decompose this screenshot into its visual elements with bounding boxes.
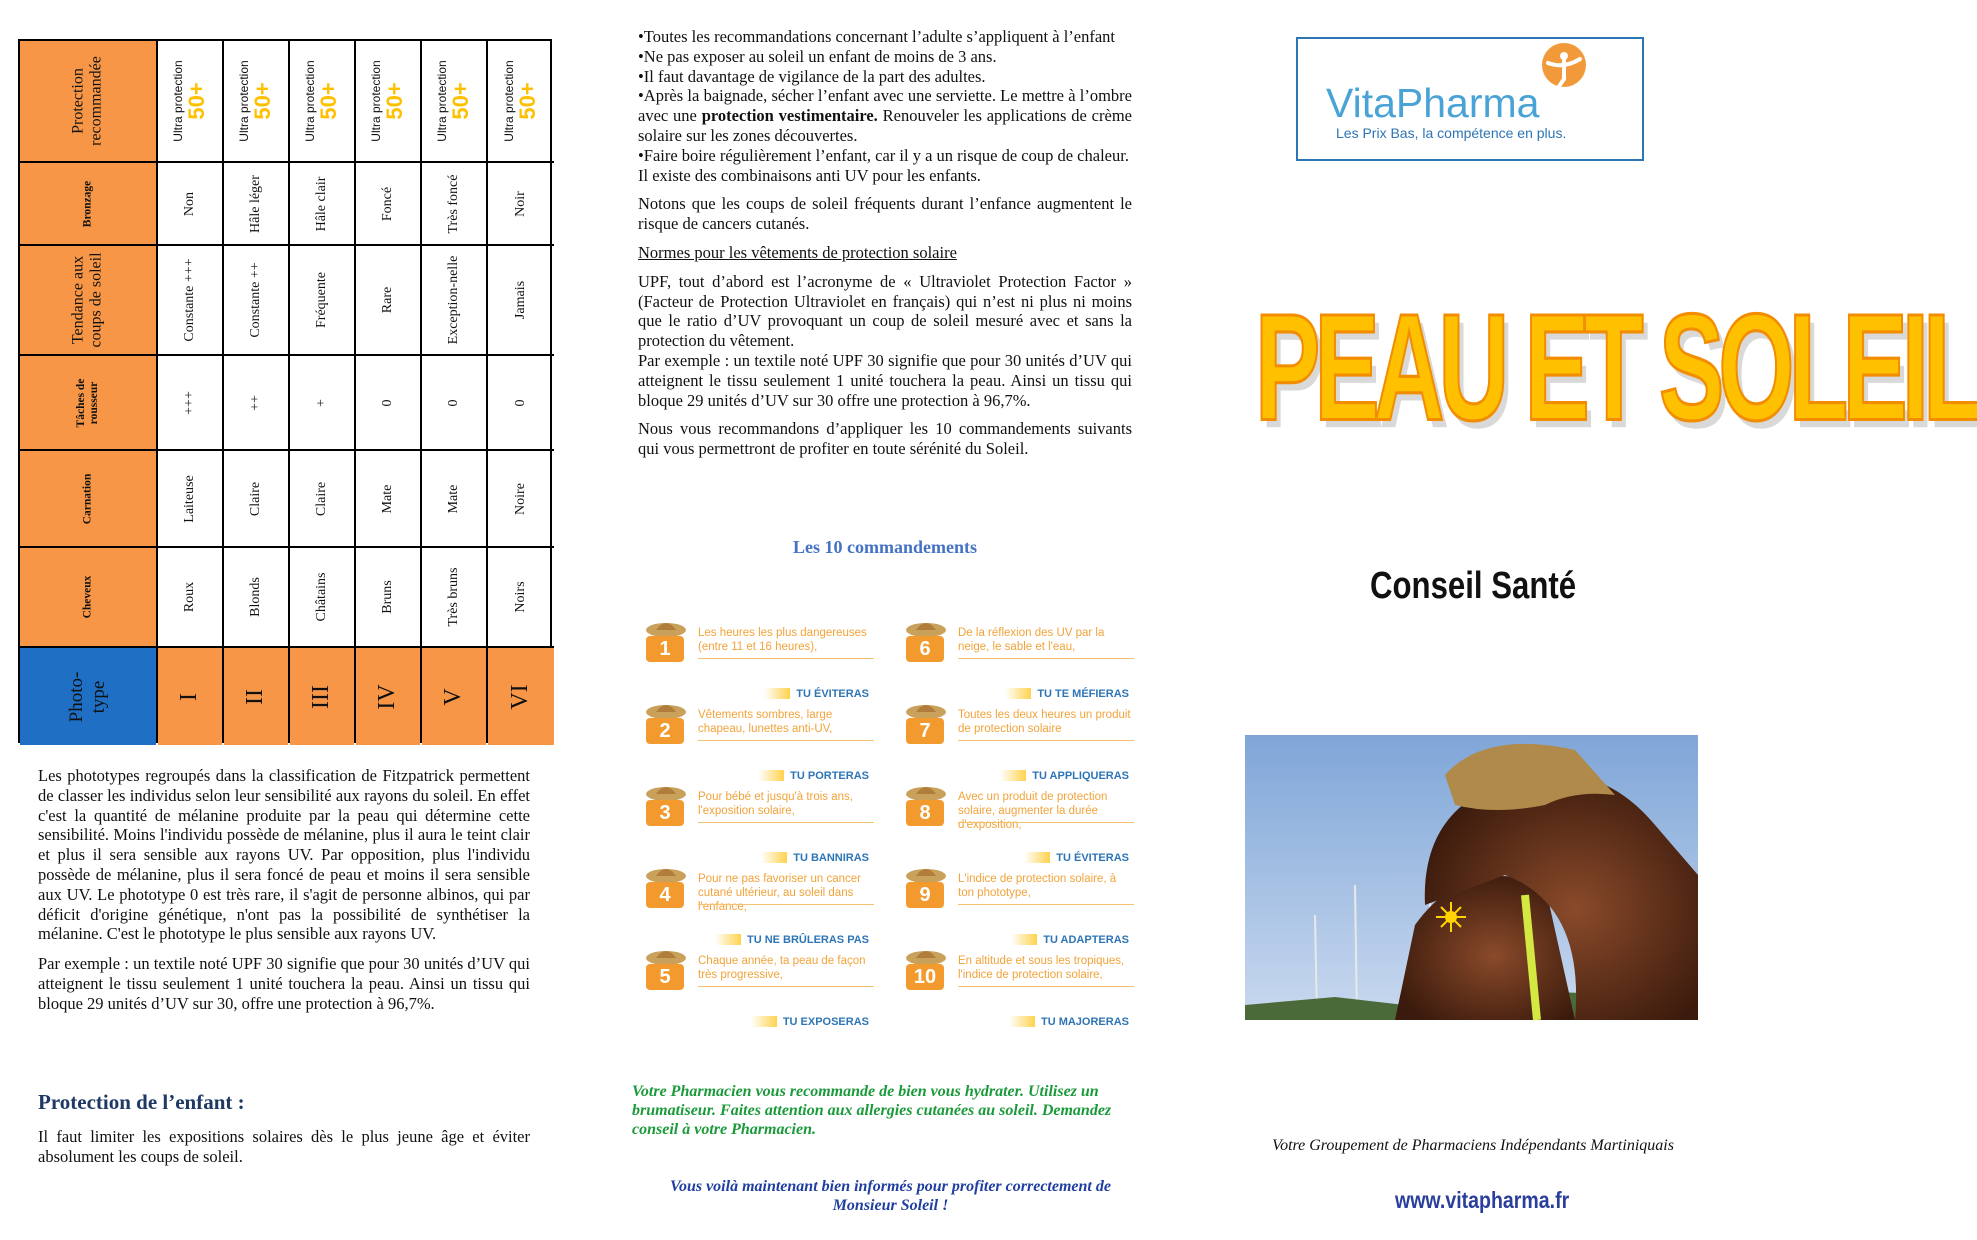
cell-value: ++ [247, 394, 263, 411]
table-column-phototype-I [158, 41, 224, 741]
header-label: Cheveux [81, 575, 94, 619]
header-label: Tâches de rousseur [74, 378, 100, 427]
upf-paragraph: UPF, tout d’abord est l’acronyme de « Ultraviolet Protection Factor » (Facteur de Protection Ultraviolet en français) qui n’est ni plus ni moins que le ratio d’UV provoquant un coup de soleil mesuré avec et sans la protection du vêtement. [638, 271, 1132, 351]
table-cell-cheveux [290, 548, 354, 648]
header-label: Tendance aux coups de soleil [69, 252, 105, 348]
commandment-verb: TU NE BRÛLERAS PAS [746, 934, 869, 946]
table-column-phototype-VI [488, 41, 554, 741]
table-header-protection [20, 41, 156, 163]
website-link[interactable]: www.vitapharma.fr [1395, 1187, 1570, 1213]
commandment-number: 3 [659, 802, 671, 824]
table-cell-bronzage [422, 163, 486, 246]
table-header-column [20, 41, 158, 741]
commandment-number: 5 [659, 966, 671, 988]
commandment-text: Vêtements sombres, large chapeau, lunettes anti-UV, [698, 709, 833, 735]
normes-title: Normes pour les vêtements de protection solaire [638, 242, 957, 262]
table-column-phototype-V [422, 41, 488, 741]
subtitle: Conseil Santé [1370, 565, 1577, 607]
protection-value: Ultra protection 50+ [303, 60, 341, 142]
commandment-verb: TU BANNIRAS [793, 852, 869, 864]
upf-example: Par exemple : un textile noté UPF 30 signifie que pour 30 unités d’UV qui atteignent le tissu seulement 1 unité touchera la peau. Ainsi un tissu qui bloque 29 unités d’UV sur 30 offre une protection à 96,7%. [638, 350, 1132, 410]
bullet-item: •Il faut davantage de vigilance de la part des adultes. [638, 66, 986, 86]
commandment-verb: TU EXPOSERAS [782, 1016, 869, 1028]
table-cell-carnation [290, 451, 354, 548]
table-cell-phototype [422, 648, 486, 745]
logo-name: VitaPharma [1326, 80, 1540, 126]
bullet-item: •Faire boire régulièrement l’enfant, car il y a un risque de coup de chaleur. [638, 145, 1129, 165]
table-cell-cheveux [488, 548, 554, 648]
beach-photo-illustration [1245, 735, 1698, 1020]
table-cell-protection [158, 41, 222, 163]
table-cell-cheveux [158, 548, 222, 648]
table-cell-bronzage [488, 163, 554, 246]
table-column-phototype-III [290, 41, 356, 741]
commandment-number: 6 [919, 638, 931, 660]
cell-value: 0 [512, 399, 528, 406]
table-cell-phototype [356, 648, 420, 745]
cell-value: Hâle clair [313, 176, 329, 231]
commandment-item [640, 616, 875, 702]
cell-value: Mate [445, 484, 461, 513]
commandment-item [640, 944, 875, 1030]
commandment-verb: TU PORTERAS [790, 770, 869, 782]
commandment-item [640, 698, 875, 784]
commandment-text: L'indice de protection solaire, à ton phototype, [958, 873, 1117, 899]
cell-value: Laiteuse [181, 474, 197, 523]
cell-value: Non [181, 191, 197, 216]
table-cell-protection [422, 41, 486, 163]
commandment-text: Les heures les plus dangereuses (entre 11 et 16 heures), [698, 627, 867, 653]
recommend-paragraph: Nous vous recommandons d’appliquer les 10 commandements suivants qui vous permettront de profiter en toute sérénité du Soleil. [638, 419, 1132, 459]
cell-value: Foncé [379, 186, 395, 221]
protection-value: Ultra protection 50+ [435, 60, 473, 142]
table-cell-bronzage [356, 163, 420, 246]
table-cell-tendance [290, 246, 354, 356]
commandment-text: Pour bébé et jusqu'à trois ans, l'exposition solaire, [698, 791, 853, 817]
table-cell-tendance [224, 246, 288, 356]
commandment-verb: TU TE MÉFIERAS [1037, 688, 1129, 700]
cell-value: Bruns [379, 580, 395, 614]
table-cell-tendance [158, 246, 222, 356]
logo-tagline: Les Prix Bas, la compétence en plus. [1336, 125, 1567, 141]
table-cell-taches [422, 356, 486, 451]
cell-value: Mate [379, 484, 395, 513]
table-cell-tendance [488, 246, 554, 356]
cell-value: Jamais [512, 280, 528, 320]
commandments-title: Les 10 commandements [793, 537, 977, 557]
table-cell-phototype [158, 648, 222, 745]
child-protection-text: Il faut limiter les expositions solaires dès le plus jeune âge et éviter absolument les coups de soleil. [38, 1127, 530, 1166]
protection-value: Ultra protection 50+ [237, 60, 275, 142]
table-cell-bronzage [290, 163, 354, 246]
table-header-carnation [20, 451, 156, 548]
header-label: Protection recommandée [69, 56, 105, 146]
closing-message: Vous voilà maintenant bien informés pour profiter correctement de Monsieur Soleil ! [670, 1178, 1111, 1214]
table-cell-bronzage [224, 163, 288, 246]
table-cell-carnation [158, 451, 222, 548]
table-header-bronzage [20, 163, 156, 246]
cell-value: Très bruns [445, 567, 461, 627]
bullet-item: •Toutes les recommandations concernant l’adulte s’appliquent à l’enfant [638, 27, 1115, 46]
phototype-explanation [38, 766, 530, 1024]
cell-value: Rare [379, 286, 395, 314]
table-cell-protection [488, 41, 554, 163]
table-cell-cheveux [422, 548, 486, 648]
table-cell-tendance [422, 246, 486, 356]
header-label: Photo-type [66, 671, 109, 722]
table-cell-protection [224, 41, 288, 163]
commandment-item [900, 698, 1135, 784]
commandment-number: 4 [659, 884, 671, 906]
table-cell-taches [290, 356, 354, 451]
phototype-numeral: IV [374, 683, 401, 710]
cell-value: Hâle léger [247, 174, 263, 233]
table-cell-taches [488, 356, 554, 451]
table-cell-protection [290, 41, 354, 163]
cell-value: Noir [512, 190, 528, 217]
cell-value: Blonds [247, 577, 263, 617]
cell-value: Claire [247, 481, 263, 516]
protection-value: Ultra protection 50+ [369, 60, 407, 142]
commandment-number: 7 [919, 720, 931, 742]
beach-photo [1245, 735, 1698, 1020]
table-header-taches [20, 356, 156, 451]
cell-value: + [313, 398, 329, 407]
table-cell-carnation [422, 451, 486, 548]
commandment-item [640, 780, 875, 866]
table-cell-taches [158, 356, 222, 451]
phototype-numeral: III [308, 684, 335, 709]
table-cell-cheveux [224, 548, 288, 648]
commandment-item [900, 616, 1135, 702]
commandment-number: 2 [659, 720, 671, 742]
commandment-item [900, 944, 1135, 1030]
commandment-text: Pour ne pas favoriser un cancer cutané ultérieur, au soleil dans l'enfance, [698, 873, 862, 913]
phototype-numeral: II [242, 688, 269, 705]
cell-value: Noire [512, 482, 528, 515]
table-cell-carnation [488, 451, 554, 548]
notons-paragraph: Notons que les coups de soleil fréquents durant l’enfance augmentent le risque de cancers cutanés. [638, 194, 1132, 234]
cell-value: Exception-nelle [445, 255, 461, 345]
upf-example-paragraph: Par exemple : un textile noté UPF 30 signifie que pour 30 unités d’UV qui atteignent le tissu seulement 1 unité touchera la peau. Ainsi un tissu qui bloque 29 unités d’UV sur 30, offre une protection à 96,7%. [38, 954, 530, 1013]
commandment-item [900, 780, 1135, 866]
table-cell-phototype [290, 648, 354, 745]
commandment-text: Chaque année, ta peau de façon très progressive, [698, 955, 866, 981]
table-cell-carnation [356, 451, 420, 548]
cell-value: Constante +++ [181, 258, 197, 342]
commandments-grid [640, 616, 1135, 1076]
commandment-verb: TU APPLIQUERAS [1032, 770, 1129, 782]
child-protection-title: Protection de l’enfant : [38, 1090, 245, 1114]
header-label: Bronzage [81, 180, 94, 227]
cell-value: Noirs [512, 581, 528, 613]
commandment-number: 8 [919, 802, 931, 824]
commandment-verb: TU ÉVITERAS [1056, 852, 1129, 864]
table-cell-cheveux [356, 548, 420, 648]
phototype-numeral: I [176, 692, 203, 701]
table-header-tendance [20, 246, 156, 356]
table-cell-taches [224, 356, 288, 451]
cell-value: Roux [181, 581, 197, 613]
commandment-number: 10 [913, 966, 937, 988]
table-header-cheveux [20, 548, 156, 648]
commandment-item [640, 862, 875, 948]
cell-value: Constante ++ [247, 262, 263, 338]
commandment-verb: TU ADAPTERAS [1043, 934, 1129, 946]
vitapharma-logo [1296, 37, 1644, 161]
commandment-number: 9 [919, 884, 931, 906]
logo-figure-icon [1560, 52, 1568, 60]
table-cell-bronzage [158, 163, 222, 246]
cell-value: Très foncé [445, 174, 461, 233]
table-cell-phototype [488, 648, 554, 745]
cell-value: 0 [445, 399, 461, 406]
cell-value: +++ [181, 390, 197, 415]
table-cell-tendance [356, 246, 420, 356]
protection-value: Ultra protection 50+ [502, 60, 540, 142]
table-cell-taches [356, 356, 420, 451]
table-column-phototype-IV [356, 41, 422, 741]
commandment-text: En altitude et sous les tropiques, l'indice de protection solaire, [958, 955, 1125, 981]
group-text: Votre Groupement de Pharmaciens Indépendants Martiniquais [1272, 1137, 1674, 1154]
cell-value: Claire [313, 481, 329, 516]
cell-value: 0 [379, 399, 395, 406]
table-cell-carnation [224, 451, 288, 548]
table-cell-phototype [224, 648, 288, 745]
child-recommendations [638, 27, 1132, 459]
commandment-item [900, 862, 1135, 948]
phototype-numeral: VI [507, 683, 534, 710]
cell-value: Châtains [313, 572, 329, 622]
header-label: Carnation [81, 473, 94, 524]
pharmacist-advice: Votre Pharmacien vous recommande de bien vous hydrater. Utilisez un brumatiseur. Faites attention aux allergies cutanées au soleil. Demandez conseil à votre Pharmacien. [632, 1083, 1112, 1138]
commandment-verb: TU MAJORERAS [1040, 1016, 1129, 1028]
commandment-text: Avec un produit de protection solaire, augmenter la durée d'exposition, [958, 791, 1108, 831]
table-column-phototype-II [224, 41, 290, 741]
table-header-phototype [20, 648, 156, 745]
table-cell-protection [356, 41, 420, 163]
commandment-text: De la réflexion des UV par la neige, le sable et l'eau, [958, 627, 1105, 653]
commandment-verb: TU ÉVITERAS [796, 688, 869, 700]
main-title: PEAU ET SOLEIL [1255, 281, 1977, 453]
commandment-number: 1 [659, 638, 671, 660]
phototype-paragraph: Les phototypes regroupés dans la classification de Fitzpatrick permettent de classer les individus selon leur sensibilité aux rayons du soleil. En effet c'est la quantité de mélanine produite par la peau qui détermine cette sensibilité. Moins l'individu possède de mélanine, plus il aura le teint clair et plus il sera sensible aux rayons UV. Par opposition, plus l'individu possède de mélanine, plus il sera foncé de peau et moins il sera sensible aux UV. Le phototype 0 est très rare, il s'agit de personne albinos, qui par déficit d'origine génétique, n'ont pas la possibilité de synthétiser la mélanine. C'est le phototype le plus sensible aux rayons UV. [38, 766, 530, 944]
bullet-item: Il existe des combinaisons anti UV pour les enfants. [638, 165, 981, 185]
phototype-numeral: V [440, 687, 467, 706]
bullet-item: •Après la baignade, sécher l’enfant avec une serviette. Le mettre à l’ombre avec une protection vestimentaire. Renouveler les applications de crème solaire sur les zones découvertes. [638, 86, 1132, 145]
commandment-text: Toutes les deux heures un produit de protection solaire [958, 709, 1131, 735]
phototype-table [18, 39, 552, 743]
protection-value: Ultra protection 50+ [171, 60, 209, 142]
bullet-item: •Ne pas exposer au soleil un enfant de moins de 3 ans. [638, 46, 997, 66]
cell-value: Fréquente [313, 272, 329, 328]
